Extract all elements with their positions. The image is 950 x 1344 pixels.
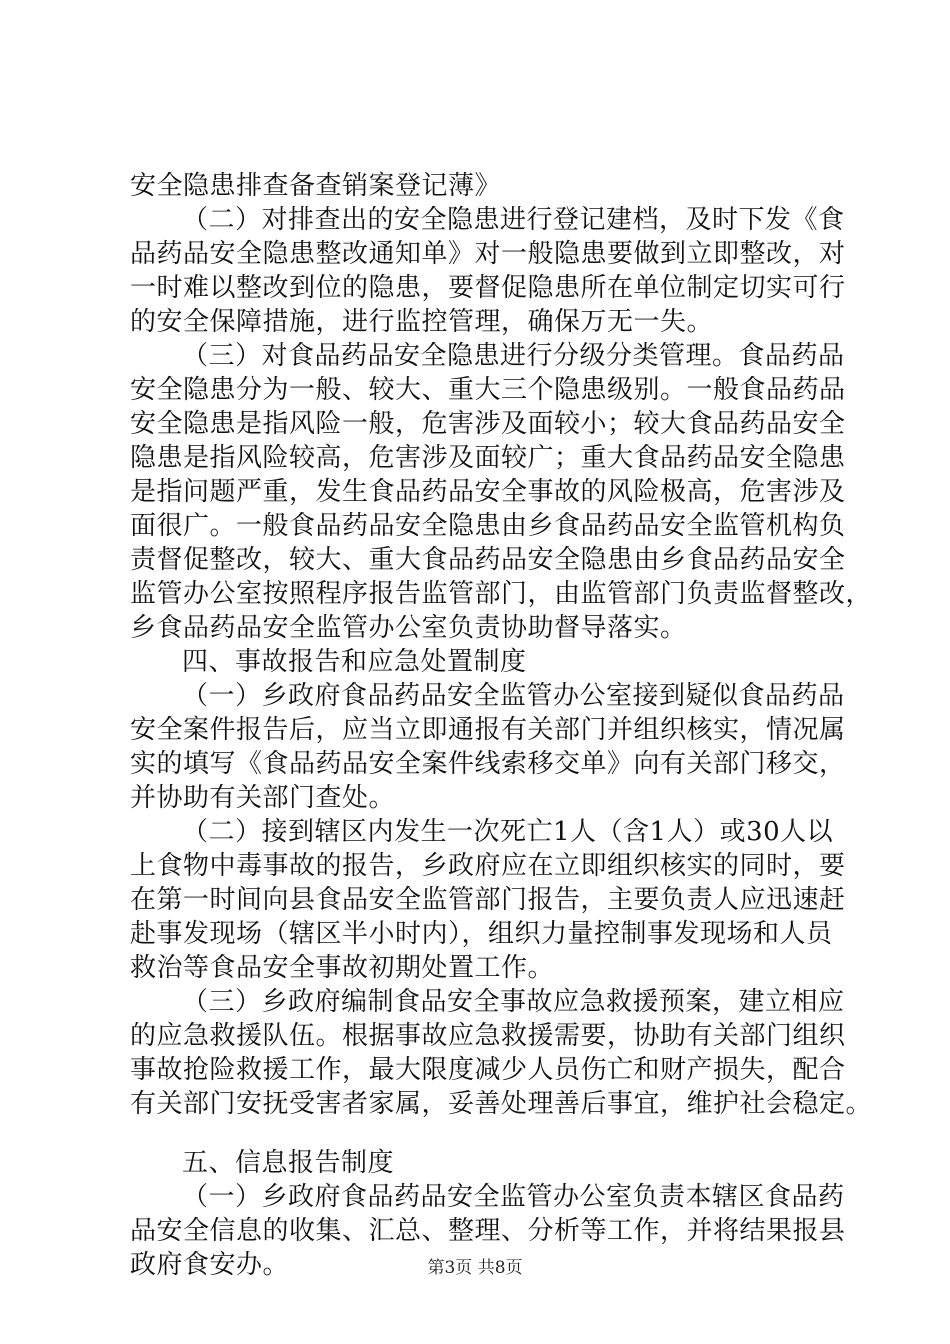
text-line: 品药品安全隐患整改通知单》对一般隐患要做到立即整改，对: [130, 239, 846, 269]
text-line: 赴事发现场（辖区半小时内），组织力量控制事发现场和人员: [130, 919, 833, 949]
text-line: 有关部门安抚受害者家属，妥善处理善后事宜，维护社会稳定。: [130, 1089, 873, 1119]
text-line: 是指问题严重，发生食品药品安全事故的风险极高，危害涉及: [130, 477, 846, 507]
text-line: 一时难以整改到位的隐患，要督促隐患所在单位制定切实可行: [130, 273, 846, 303]
paragraph-first-line: （二）对排查出的安全隐患进行登记建档，及时下发《食: [182, 205, 845, 235]
text-line: 品安全信息的收集、汇总、整理、分析等工作，并将结果报县: [130, 1216, 846, 1246]
section-heading: 五、信息报告制度: [182, 1148, 395, 1178]
text-line: 监管办公室按照程序报告监管部门，由监管部门负责监督整改，: [130, 579, 873, 609]
section-heading: 四、事故报告和应急处置制度: [182, 647, 527, 677]
text-line: 在第一时间向县食品安全监管部门报告，主要负责人应迅速赶: [130, 885, 846, 915]
text-line: 的安全保障措施，进行监控管理，确保万无一失。: [130, 307, 714, 337]
text-line: 乡食品药品安全监管办公室负责协助督导落实。: [130, 613, 687, 643]
text-line: 上食物中毒事故的报告，乡政府应在立即组织核实的同时，要: [130, 851, 846, 881]
text-line: 责督促整改，较大、重大食品药品安全隐患由乡食品药品安全: [130, 545, 846, 575]
text-line: 救治等食品安全事故初期处置工作。: [130, 953, 555, 983]
text-line: 安全隐患分为一般、较大、重大三个隐患级别。一般食品药品: [130, 375, 846, 405]
text-line: 并协助有关部门查处。: [130, 783, 396, 813]
text-line: 事故抢险救援工作，最大限度减少人员伤亡和财产损失，配合: [130, 1055, 846, 1085]
paragraph-first-line: （一）乡政府食品药品安全监管办公室接到疑似食品药品: [182, 681, 845, 711]
text-line: 安全隐患是指风险一般，危害涉及面较小；较大食品药品安全: [130, 409, 846, 439]
paragraph-first-line: （一）乡政府食品药品安全监管办公室负责本辖区食品药: [182, 1182, 845, 1212]
paragraph-first-line: （三）乡政府编制食品安全事故应急救援预案，建立相应: [182, 987, 845, 1017]
text-line: 实的填写《食品药品安全案件线索移交单》向有关部门移交，: [130, 749, 846, 779]
text-line: 安全隐患排查备查销案登记薄》: [130, 171, 502, 201]
paragraph-first-line: （二）接到辖区内发生一次死亡1人（含1人）或30人以: [182, 817, 834, 847]
text-line: 面很广。一般食品药品安全隐患由乡食品药品安全监管机构负: [130, 511, 846, 541]
text-line: 政府食安办。: [130, 1250, 290, 1280]
text-line: 隐患是指风险较高，危害涉及面较广；重大食品药品安全隐患: [130, 443, 846, 473]
text-line: 的应急救援队伍。根据事故应急救援需要，协助有关部门组织: [130, 1021, 846, 1051]
page-number-footer: 第3页 共8页: [427, 1258, 523, 1278]
text-line: 安全案件报告后，应当立即通报有关部门并组织核实，情况属: [130, 715, 846, 745]
paragraph-first-line: （三）对食品药品安全隐患进行分级分类管理。食品药品: [182, 341, 845, 371]
